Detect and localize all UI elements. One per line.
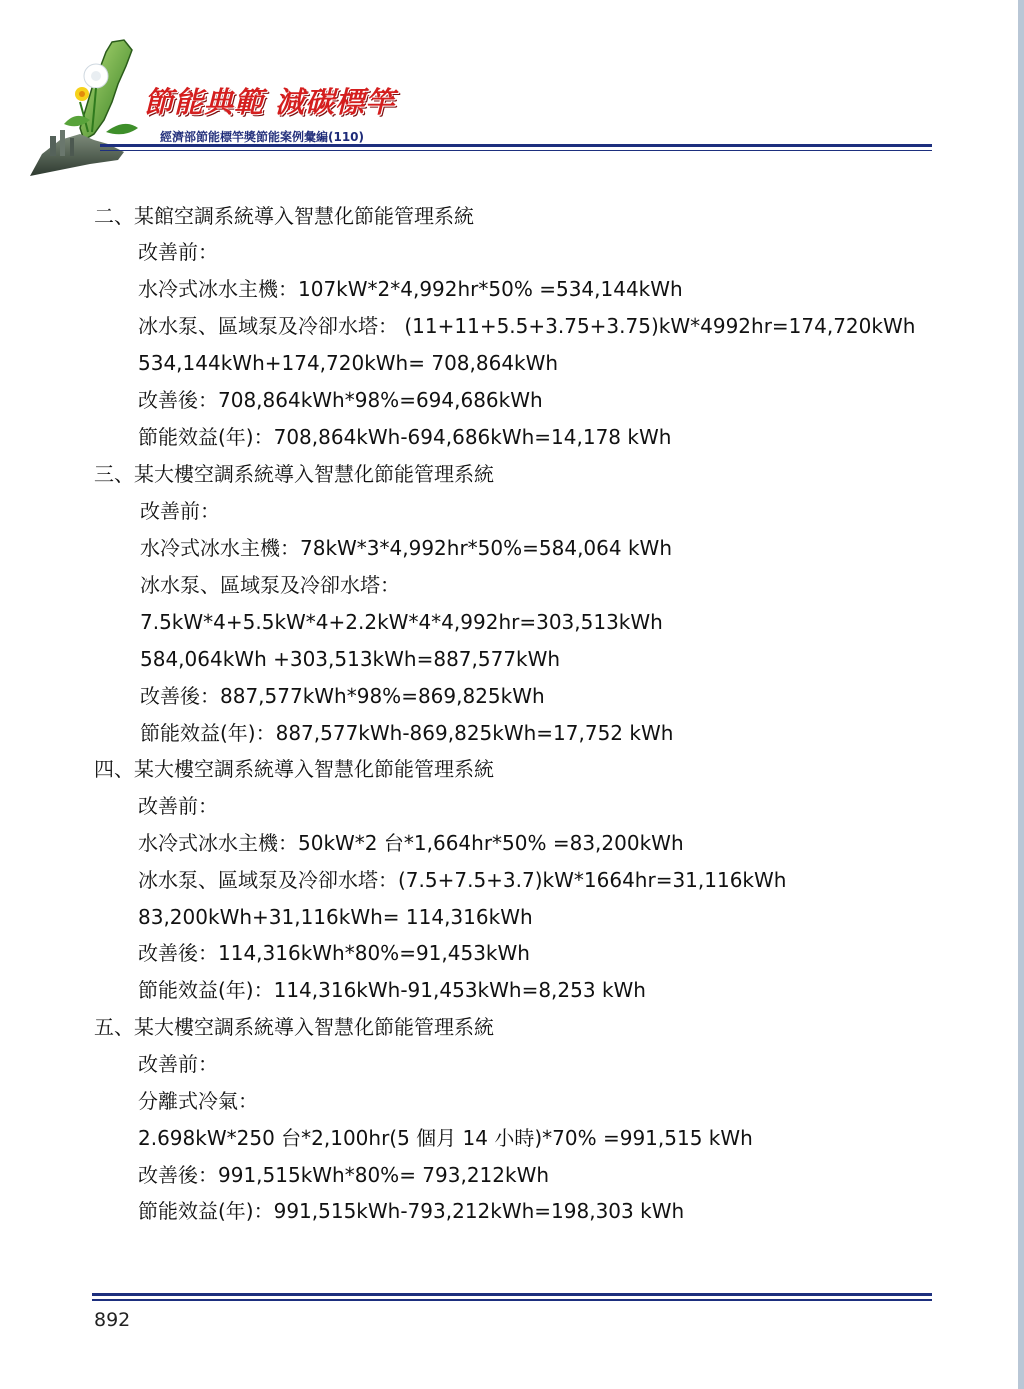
before-label: 改善前：: [138, 794, 218, 818]
section-heading: 三、某大樓空調系統導入智慧化節能管理系統: [94, 462, 494, 486]
section-heading: 二、某館空調系統導入智慧化節能管理系統: [94, 204, 474, 228]
chiller-calc: 水冷式冰水主機：50kW*2 台*1,664hr*50% =83,200kWh: [138, 831, 684, 855]
savings-calc: 節能效益(年)：991,515kWh-793,212kWh=198,303 kWh: [138, 1199, 685, 1223]
before-label: 改善前：: [140, 499, 220, 523]
split-ac-calc: 2.698kW*250 台*2,100hr(5 個月 14 小時)*70% =991,515 kWh: [138, 1126, 753, 1150]
section-heading: 五、某大樓空調系統導入智慧化節能管理系統: [94, 1015, 494, 1039]
pump-calc: 7.5kW*4+5.5kW*4+2.2kW*4*4,992hr=303,513kWh: [140, 610, 663, 634]
pump-calc: 冰水泵、區域泵及冷卻水塔：(7.5+7.5+3.7)kW*1664hr=31,116kWh: [138, 868, 787, 892]
brand-subtitle: 經濟部節能標竿獎節能案例彙編(110): [160, 130, 365, 144]
after-calc: 改善後：114,316kWh*80%=91,453kWh: [138, 941, 530, 965]
header-rule: [100, 144, 932, 151]
total-calc: 534,144kWh+174,720kWh= 708,864kWh: [138, 351, 559, 375]
page-number: 892: [94, 1309, 131, 1331]
before-label: 改善前：: [138, 1052, 218, 1076]
after-calc: 改善後：708,864kWh*98%=694,686kWh: [138, 388, 543, 412]
split-ac-label: 分離式冷氣：: [138, 1089, 258, 1113]
brand-title: 節能典範 減碳標竿: [144, 85, 396, 119]
savings-calc: 節能效益(年)：708,864kWh-694,686kWh=14,178 kWh: [138, 425, 672, 449]
footer-rule: [92, 1293, 932, 1301]
pump-calc: 冰水泵、區域泵及冷卻水塔： (11+11+5.5+3.75+3.75)kW*4992hr=174,720kWh: [138, 314, 916, 338]
page-edge: [1018, 0, 1024, 1389]
section-heading: 四、某大樓空調系統導入智慧化節能管理系統: [94, 757, 494, 781]
before-label: 改善前：: [138, 240, 218, 264]
total-calc: 584,064kWh +303,513kWh=887,577kWh: [140, 647, 561, 671]
chiller-calc: 水冷式冰水主機：107kW*2*4,992hr*50% =534,144kWh: [138, 277, 683, 301]
chiller-calc: 水冷式冰水主機：78kW*3*4,992hr*50%=584,064 kWh: [140, 536, 672, 560]
pump-label: 冰水泵、區域泵及冷卻水塔：: [140, 573, 400, 597]
savings-calc: 節能效益(年)：887,577kWh-869,825kWh=17,752 kWh: [140, 721, 674, 745]
taiwan-leaf-logo-icon: [20, 36, 160, 176]
savings-calc: 節能效益(年)：114,316kWh-91,453kWh=8,253 kWh: [138, 978, 646, 1002]
after-calc: 改善後：991,515kWh*80%= 793,212kWh: [138, 1163, 550, 1187]
total-calc: 83,200kWh+31,116kWh= 114,316kWh: [138, 905, 533, 929]
after-calc: 改善後：887,577kWh*98%=869,825kWh: [140, 684, 545, 708]
page-header: [0, 0, 1024, 190]
